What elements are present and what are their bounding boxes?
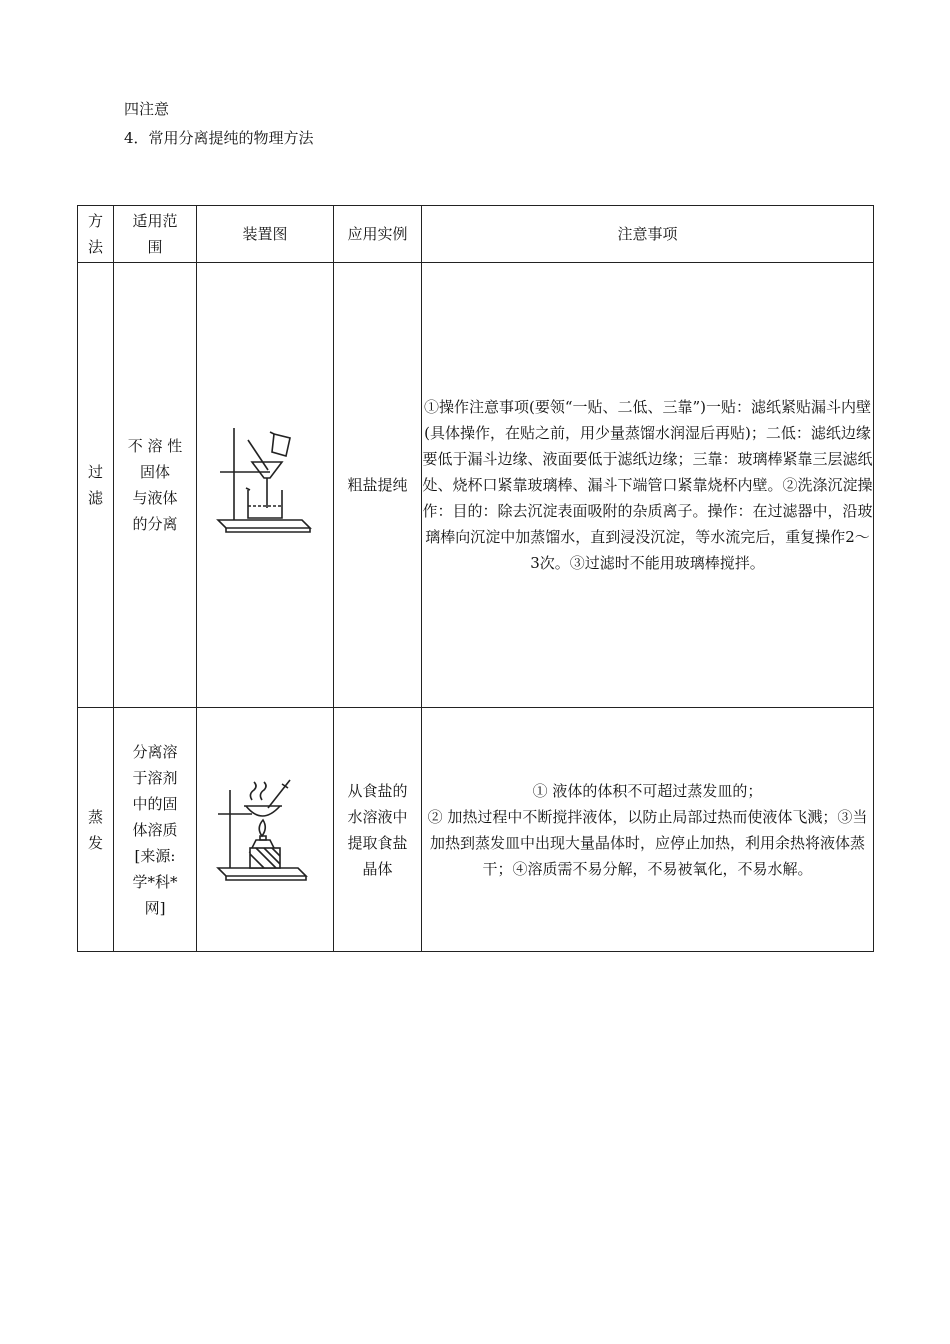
notes-cell: ① 液体的体积不可超过蒸发皿的； ② 加热过程中不断搅拌液体，以防止局部过热而使液体飞溅；③当加热到蒸发皿中出现大量晶体时，应停止加热，利用余热将液体蒸干；④溶质需不易分解，不易被氧化，不易水解。 [422,708,874,952]
example-cell: 从食盐的 水溶液中 提取食盐 晶体 [334,708,422,952]
filtration-apparatus-icon [210,420,320,550]
separation-methods-table [77,205,874,952]
example-cell: 粗盐提纯 [334,263,422,708]
method-cell: 蒸 发 [78,708,114,952]
header-scope: 适用范 围 [114,206,197,263]
table-header-row [78,206,874,263]
header-example: 应用实例 [334,206,422,263]
evaporation-apparatus-icon [210,770,320,890]
header-method: 方 法 [78,206,114,263]
scope-cell: 分离溶 于溶剂 中的固 体溶质 [来源: 学*科* 网] [114,708,197,952]
section-heading: 四注意 [124,100,170,118]
notes-cell: ①操作注意事项(要领“一贴、二低、三靠”)一贴：滤纸紧贴漏斗内壁(具体操作，在贴之前，用少量蒸馏水润湿后再贴)；二低：滤纸边缘要低于漏斗边缘、液面要低于滤纸边缘；三靠：玻璃棒紧靠三层滤纸处、烧杯口紧靠玻璃棒、漏斗下端管口紧靠烧杯内壁。②洗涤沉淀操作：目的：除去沉淀表面吸附的杂质离子。操作：在过滤器中，沿玻璃棒向沉淀中加蒸馏水，直到浸没沉淀，等水流完后，重复操作2～3次。③过滤时不能用玻璃棒搅拌。 [422,263,874,708]
subsection-title: 4．常用分离提纯的物理方法 [124,129,314,147]
table-row [78,708,874,952]
method-cell: 过 滤 [78,263,114,708]
header-notes: 注意事项 [422,206,874,263]
device-cell [197,708,334,952]
device-cell [197,263,334,708]
table-row [78,263,874,708]
scope-cell: 不 溶 性 固体 与液体 的分离 [114,263,197,708]
header-device: 装置图 [197,206,334,263]
